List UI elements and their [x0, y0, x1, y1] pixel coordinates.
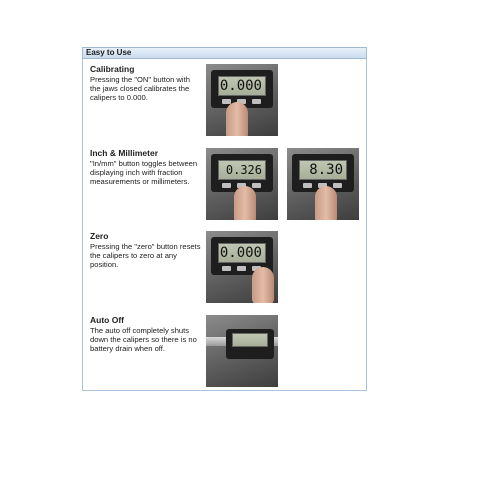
finger — [234, 186, 256, 220]
caliper-button — [252, 99, 261, 104]
section-text: Pressing the "ON" button with the jaws closed calibrates the calipers to 0.000. — [90, 75, 190, 102]
finger — [252, 267, 274, 303]
finger — [315, 186, 337, 220]
finger — [226, 102, 248, 136]
section-title: Zero — [90, 231, 109, 241]
caliper-display: 0.000 — [218, 76, 266, 96]
section-title: Auto Off — [90, 315, 124, 325]
zero-photo — [206, 231, 278, 303]
caliper-display: 8.30 — [299, 160, 347, 180]
caliper-button — [252, 183, 261, 188]
section-text: Pressing the "zero" button resets the calipers to zero at any position. — [90, 242, 201, 269]
caliper-button — [333, 183, 342, 188]
caliper-button — [303, 183, 312, 188]
section-text: "In/mm" button toggles between displaying inch with fraction measurements or millimeters. — [90, 159, 198, 186]
caliper-button — [222, 183, 231, 188]
caliper-display: 0.000 — [218, 243, 266, 263]
caliper-display: 0.326 — [218, 160, 266, 180]
section-auto-off — [90, 315, 202, 353]
section-inch-millimeter — [90, 148, 202, 186]
section-zero — [90, 231, 202, 269]
section-text: The auto off completely shuts down the calipers so there is no battery drain when off. — [90, 326, 197, 353]
caliper-button — [222, 266, 231, 271]
section-title: Calibrating — [90, 64, 135, 74]
caliper-button — [237, 266, 246, 271]
panel-header: Easy to Use — [82, 47, 367, 59]
section-calibrating — [90, 64, 202, 102]
caliper-display-off — [232, 333, 268, 347]
auto-off-photo — [206, 315, 278, 387]
inch-photo — [206, 148, 278, 220]
calibrating-photo — [206, 64, 278, 136]
section-title: Inch & Millimeter — [90, 148, 159, 158]
millimeter-photo — [287, 148, 359, 220]
